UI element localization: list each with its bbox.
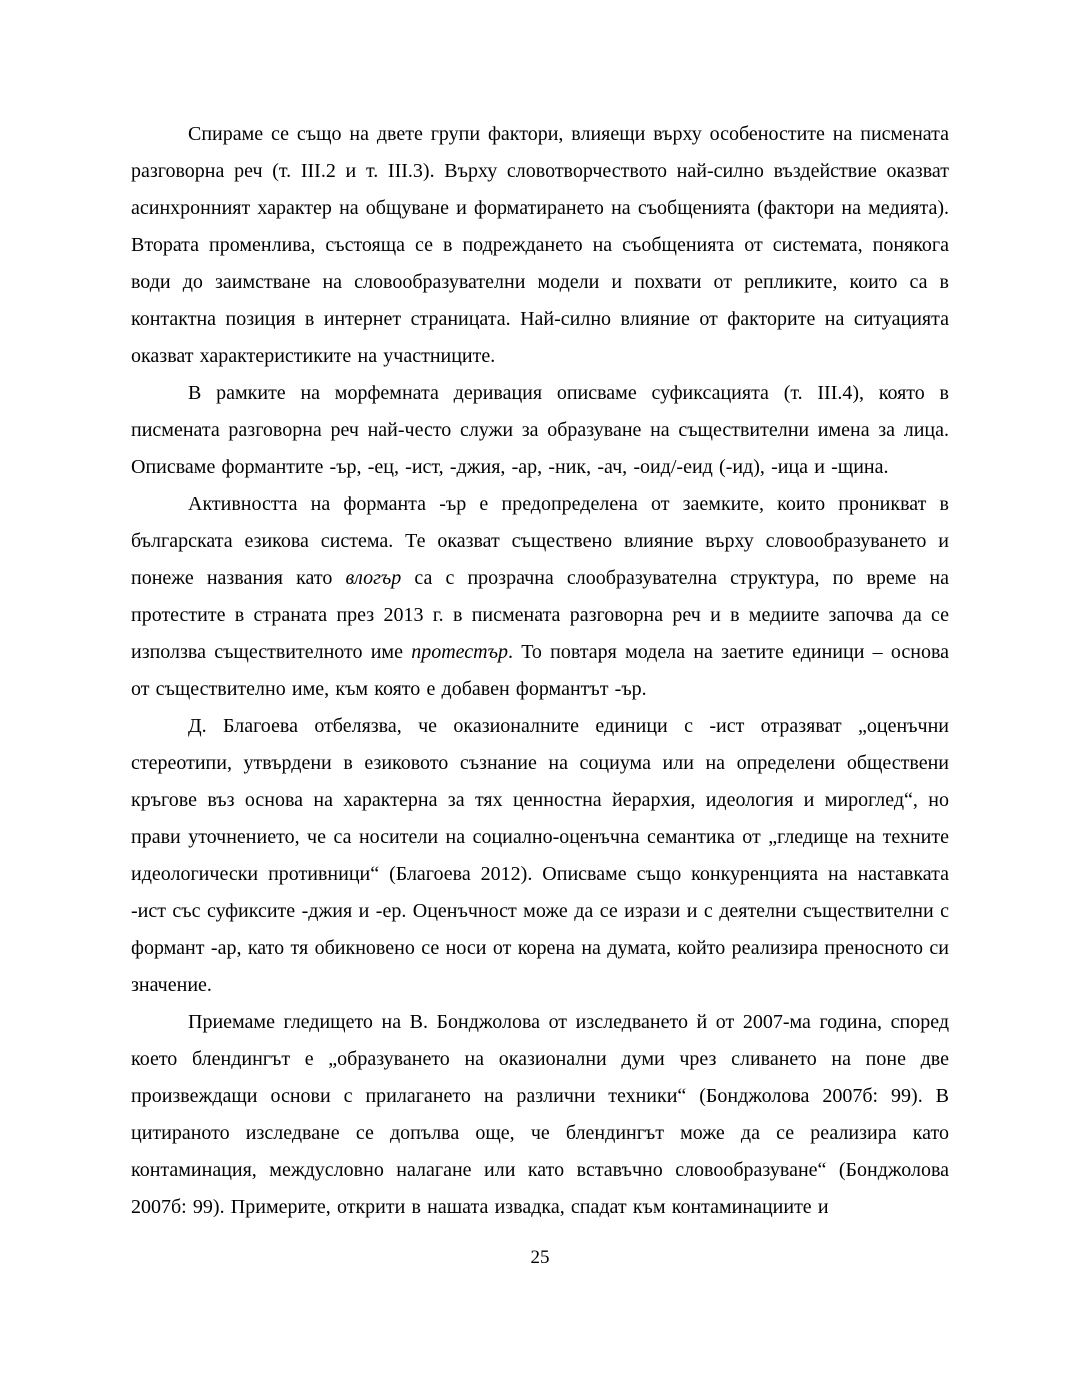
paragraph bbox=[131, 116, 949, 375]
paragraph bbox=[131, 708, 949, 1004]
text-segment: Д. Благоева отбелязва, че оказионалните единици с -ист отразяват „оценъчни стереотипи, утвърдени в езиковото съзнание на социума или на определени обществени кръгове въз основа на характерна за тях ценностна йерархия, идеология и мироглед“, но прави уточнението, че са носители на социално-оценъчна семантика от „гледище на техните идеологически противници“ (Благоева 2012). Описваме също конкуренцията на наставката -ист със суфиксите -джия и -ер. Оценъчност може да се изрази и с деятелни съществителни с формант -ар, като тя обикновено се носи от корена на думата, който реализира преносното си значение. bbox=[131, 715, 949, 996]
italic-text-segment: протестър bbox=[411, 641, 508, 663]
page-body bbox=[131, 116, 949, 1226]
text-segment: . То повтаря модела на заетите единици – основа от съществително име, към която е добавен формантът -ър. bbox=[131, 641, 949, 700]
paragraph bbox=[131, 375, 949, 486]
text-segment: са с прозрачна слообразувателна структура, по време на протестите в страната през 2013 г. в писмената разговорна реч и в медиите започва да се използва съществителното име bbox=[131, 567, 949, 663]
text-segment: Активността на форманта -ър е предопределена от заемките, които проникват в българската езикова система. Те оказват съществено влияние върху словообразуването и понеже названия като bbox=[131, 493, 949, 589]
page-number: 25 bbox=[530, 1247, 550, 1268]
text-segment: Спираме се също на двете групи фактори, влияещи върху особеностите на писмената разговорна реч (т. III.2 и т. III.3). Върху словотворчеството най-силно въздействие оказват асинхронният характер на общуване и форматирането на съобщенията (фактори на медията). Втората променлива, състояща се в подреждането на съобщенията от системата, понякога води до заимстване на словообразувателни модели и похвати от репликите, които са в контактна позиция в интернет страницата. Най-силно влияние от факторите на ситуацията оказват характеристиките на участниците. bbox=[131, 123, 949, 367]
text-segment: Приемаме гледището на В. Бонджолова от изследването й от 2007-ма година, според което блендингът е „образуването на оказионални думи чрез сливането на поне две произвеждащи основи с прилагането на различни техники“ (Бонджолова 2007б: 99). В цитираното изследване се допълва още, че блендингът може да се реализира като контаминация, междусловно налагане или като вставъчно словообразуване“ (Бонджолова 2007б: 99). Примерите, открити в нашата извадка, спадат към контаминациите и bbox=[131, 1011, 949, 1218]
paragraph bbox=[131, 1004, 949, 1226]
italic-text-segment: влогър bbox=[345, 567, 402, 589]
text-segment: В рамките на морфемната деривация описваме суфиксацията (т. III.4), която в писмената разговорна реч най-често служи за образуване на съществителни имена за лица. Описваме формантите -ър, -ец, -ист, -джия, -ар, -ник, -ач, -оид/-еид (-ид), -ица и -щина. bbox=[131, 382, 949, 478]
paragraph bbox=[131, 486, 949, 708]
